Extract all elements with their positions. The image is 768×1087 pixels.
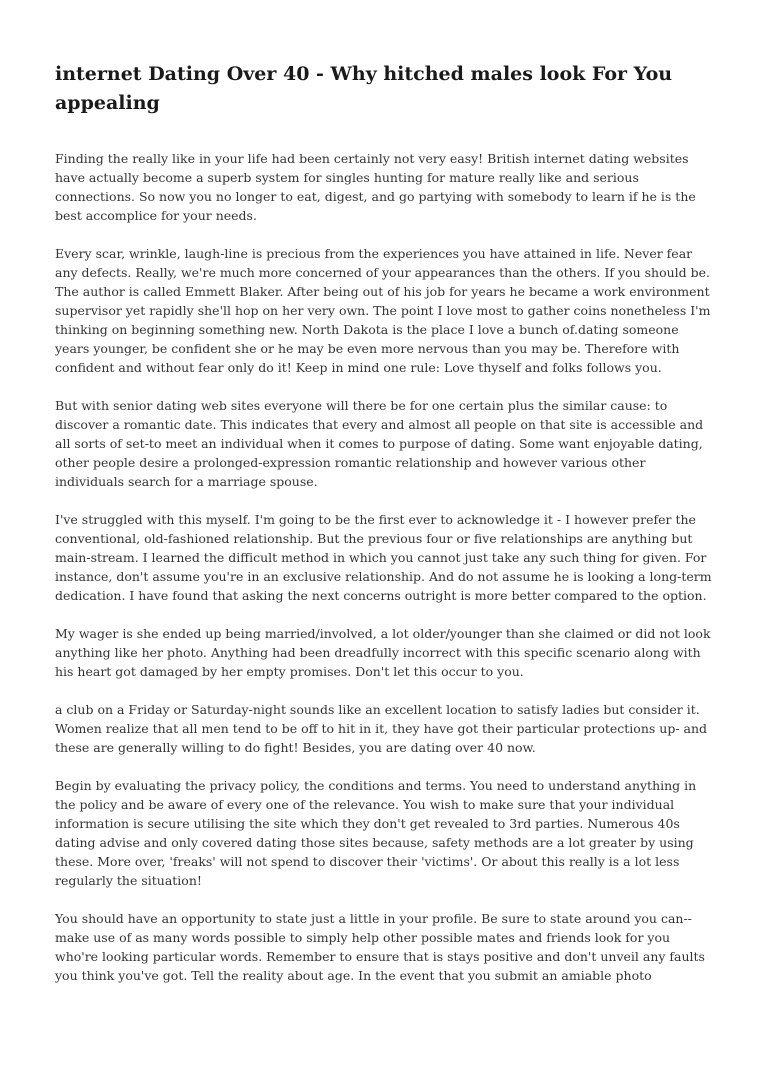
paragraph: a club on a Friday or Saturday-night sounds like an excellent location to satisfy ladies but consider it. Women realize that all men tend to be off to hit in it, they have got their particular protections up- and these are generally willing to do fight! Besides, you are dating over 40 now. (55, 702, 708, 755)
document-page (55, 60, 715, 985)
paragraph: I've struggled with this myself. I'm going to be the first ever to acknowledge it - I however prefer the conventional, old-fashioned relationship. But the previous four or five relationships are anything but main-stream. I learned the difficult method in which you cannot just take any such thing for given. For instance, don't assume you're in an exclusive relationship. And do not assume he is looking a long-term dedication. I have found that asking the next concerns outright is more better compared to the option. (55, 512, 712, 603)
paragraph: You should have an opportunity to state just a little in your profile. Be sure to state around you can-- make use of as many words possible to simply help other possible mates and friends look for you who're looking particular words. Remember to ensure that is stays positive and don't unveil any faults you think you've got. Tell the reality about age. In the event that you submit an amiable photo (55, 911, 705, 983)
paragraph: Begin by evaluating the privacy policy, the conditions and terms. You need to understand anything in the policy and be aware of every one of the relevance. You wish to make sure that your individual information is secure utilising the site which they don't get revealed to 3rd parties. Numerous 40s dating advise and only covered dating those sites because, safety methods are a lot greater by using these. More over, 'freaks' will not spend to discover their 'victims'. Or about this really is a lot less regularly the situation! (55, 778, 697, 888)
paragraph: Finding the really like in your life had been certainly not very easy! British internet dating websites have actually become a superb system for singles hunting for mature really like and serious connections. So now you no longer to eat, digest, and go partying with somebody to learn if he is the best accomplice for your needs. (55, 151, 696, 223)
paragraph: Every scar, wrinkle, laugh-line is precious from the experiences you have attained in life. Never fear any defects. Really, we're much more concerned of your appearances than the others. If you should be. The author is called Emmett Blaker. After being out of his job for years he became a work environment supervisor yet rapidly she'll hop on her very own. The point I love most to gather coins nonetheless I'm thinking on beginning something new. North Dakota is the place I love a bunch of.dating someone years younger, be confident she or he may be even more nervous than you may be. Therefore with confident and without fear only do it! Keep in mind one rule: Love thyself and folks follows you. (55, 246, 711, 375)
paragraph: My wager is she ended up being married/involved, a lot older/younger than she claimed or did not look anything like her photo. Anything had been dreadfully incorrect with this specific scenario along with his heart got damaged by her empty promises. Don't let this occur to you. (55, 626, 711, 679)
document-title: internet Dating Over 40 - Why hitched males look For You appealing (55, 63, 673, 114)
paragraph: But with senior dating web sites everyone will there be for one certain plus the similar cause: to discover a romantic date. This indicates that every and almost all people on that site is accessible and all sorts of set-to meet an individual when it comes to purpose of dating. Some want enjoyable dating, other people desire a prolonged-expression romantic relationship and however various other individuals search for a marriage spouse. (55, 398, 704, 489)
